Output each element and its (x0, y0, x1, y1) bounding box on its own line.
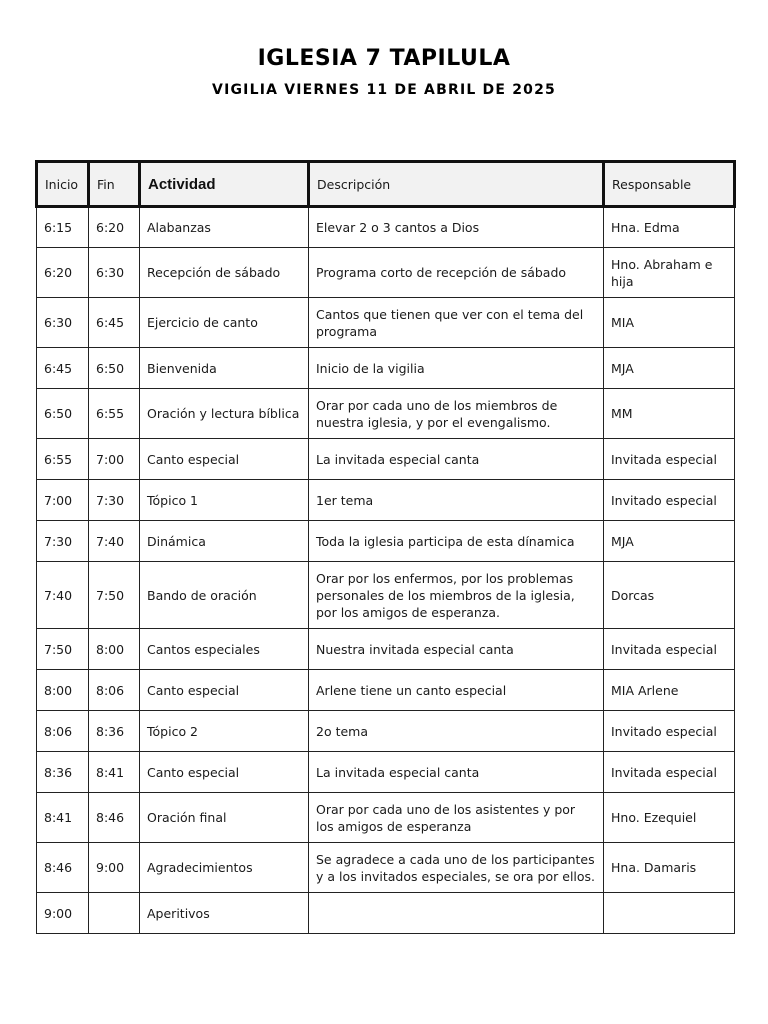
cell-fin: 7:00 (89, 439, 140, 480)
cell-actividad: Recepción de sábado (140, 248, 309, 298)
cell-fin: 6:55 (89, 389, 140, 439)
cell-actividad: Agradecimientos (140, 843, 309, 893)
cell-fin: 6:30 (89, 248, 140, 298)
table-row (37, 480, 735, 521)
cell-inicio: 8:36 (37, 752, 89, 793)
cell-descripcion: Cantos que tienen que ver con el tema del programa (309, 298, 604, 348)
schedule-table (35, 160, 736, 934)
column-header-responsable: Responsable (604, 162, 735, 207)
cell-responsable: Hna. Damaris (604, 843, 735, 893)
cell-descripcion: Orar por los enfermos, por los problemas personales de los miembros de la iglesia, por los amigos de esperanza. (309, 562, 604, 629)
cell-responsable: Invitada especial (604, 752, 735, 793)
cell-responsable: Invitada especial (604, 439, 735, 480)
table-row (37, 521, 735, 562)
table-row (37, 711, 735, 752)
cell-inicio: 8:00 (37, 670, 89, 711)
table-row (37, 389, 735, 439)
cell-responsable (604, 893, 735, 934)
cell-descripcion: 1er tema (309, 480, 604, 521)
table-row (37, 562, 735, 629)
cell-fin: 7:30 (89, 480, 140, 521)
cell-actividad: Cantos especiales (140, 629, 309, 670)
cell-actividad: Bienvenida (140, 348, 309, 389)
cell-actividad: Oración y lectura bíblica (140, 389, 309, 439)
cell-descripcion (309, 893, 604, 934)
header-row (37, 162, 735, 207)
cell-responsable: Hna. Edma (604, 207, 735, 248)
table-row (37, 439, 735, 480)
cell-descripcion: Programa corto de recepción de sábado (309, 248, 604, 298)
cell-descripcion: Orar por cada uno de los miembros de nuestra iglesia, y por el evengalismo. (309, 389, 604, 439)
cell-fin: 8:06 (89, 670, 140, 711)
cell-responsable: Dorcas (604, 562, 735, 629)
table-row (37, 843, 735, 893)
cell-responsable: Hno. Ezequiel (604, 793, 735, 843)
cell-fin: 8:41 (89, 752, 140, 793)
cell-inicio: 6:45 (37, 348, 89, 389)
cell-inicio: 9:00 (37, 893, 89, 934)
column-header-inicio: Inicio (37, 162, 89, 207)
cell-responsable: Invitado especial (604, 480, 735, 521)
cell-actividad: Ejercicio de canto (140, 298, 309, 348)
cell-descripcion: La invitada especial canta (309, 752, 604, 793)
cell-inicio: 6:55 (37, 439, 89, 480)
cell-responsable: MJA (604, 521, 735, 562)
table-row (37, 207, 735, 248)
cell-actividad: Canto especial (140, 752, 309, 793)
cell-fin: 6:50 (89, 348, 140, 389)
cell-fin: 8:46 (89, 793, 140, 843)
table-row (37, 298, 735, 348)
cell-inicio: 6:15 (37, 207, 89, 248)
cell-responsable: Invitado especial (604, 711, 735, 752)
table-row (37, 893, 735, 934)
cell-fin: 9:00 (89, 843, 140, 893)
cell-inicio: 8:46 (37, 843, 89, 893)
cell-descripcion: Inicio de la vigilia (309, 348, 604, 389)
cell-actividad: Alabanzas (140, 207, 309, 248)
column-header-descripcion: Descripción (309, 162, 604, 207)
cell-fin: 6:20 (89, 207, 140, 248)
cell-responsable: Invitada especial (604, 629, 735, 670)
cell-descripcion: Arlene tiene un canto especial (309, 670, 604, 711)
cell-actividad: Canto especial (140, 670, 309, 711)
cell-inicio: 7:50 (37, 629, 89, 670)
column-header-fin: Fin (89, 162, 140, 207)
cell-responsable: MIA Arlene (604, 670, 735, 711)
cell-responsable: Hno. Abraham e hija (604, 248, 735, 298)
cell-responsable: MM (604, 389, 735, 439)
cell-descripcion: 2o tema (309, 711, 604, 752)
table-header (37, 162, 735, 207)
cell-descripcion: Elevar 2 o 3 cantos a Dios (309, 207, 604, 248)
cell-actividad: Tópico 1 (140, 480, 309, 521)
page-subtitle: VIGILIA VIERNES 11 DE ABRIL DE 2025 (212, 82, 556, 98)
cell-descripcion: Toda la iglesia participa de esta dínamica (309, 521, 604, 562)
table-row (37, 629, 735, 670)
table-row (37, 248, 735, 298)
cell-inicio: 6:50 (37, 389, 89, 439)
cell-actividad: Tópico 2 (140, 711, 309, 752)
cell-inicio: 7:40 (37, 562, 89, 629)
page-title: IGLESIA 7 TAPILULA (257, 46, 511, 71)
cell-responsable: MIA (604, 298, 735, 348)
cell-actividad: Dinámica (140, 521, 309, 562)
table-row (37, 752, 735, 793)
cell-descripcion: Nuestra invitada especial canta (309, 629, 604, 670)
cell-fin: 7:40 (89, 521, 140, 562)
table-body (37, 207, 735, 934)
cell-responsable: MJA (604, 348, 735, 389)
cell-inicio: 7:00 (37, 480, 89, 521)
cell-inicio: 6:30 (37, 298, 89, 348)
cell-inicio: 8:41 (37, 793, 89, 843)
cell-fin: 7:50 (89, 562, 140, 629)
cell-fin: 8:00 (89, 629, 140, 670)
cell-descripcion: Orar por cada uno de los asistentes y por los amigos de esperanza (309, 793, 604, 843)
table-row (37, 670, 735, 711)
cell-inicio: 8:06 (37, 711, 89, 752)
cell-inicio: 6:20 (37, 248, 89, 298)
table-row (37, 348, 735, 389)
table-row (37, 793, 735, 843)
column-header-actividad: Actividad (140, 162, 309, 207)
cell-fin: 8:36 (89, 711, 140, 752)
cell-inicio: 7:30 (37, 521, 89, 562)
cell-actividad: Aperitivos (140, 893, 309, 934)
cell-descripcion: Se agradece a cada uno de los participantes y a los invitados especiales, se ora por ellos. (309, 843, 604, 893)
cell-fin: 6:45 (89, 298, 140, 348)
cell-fin (89, 893, 140, 934)
cell-descripcion: La invitada especial canta (309, 439, 604, 480)
cell-actividad: Oración final (140, 793, 309, 843)
cell-actividad: Bando de oración (140, 562, 309, 629)
cell-actividad: Canto especial (140, 439, 309, 480)
